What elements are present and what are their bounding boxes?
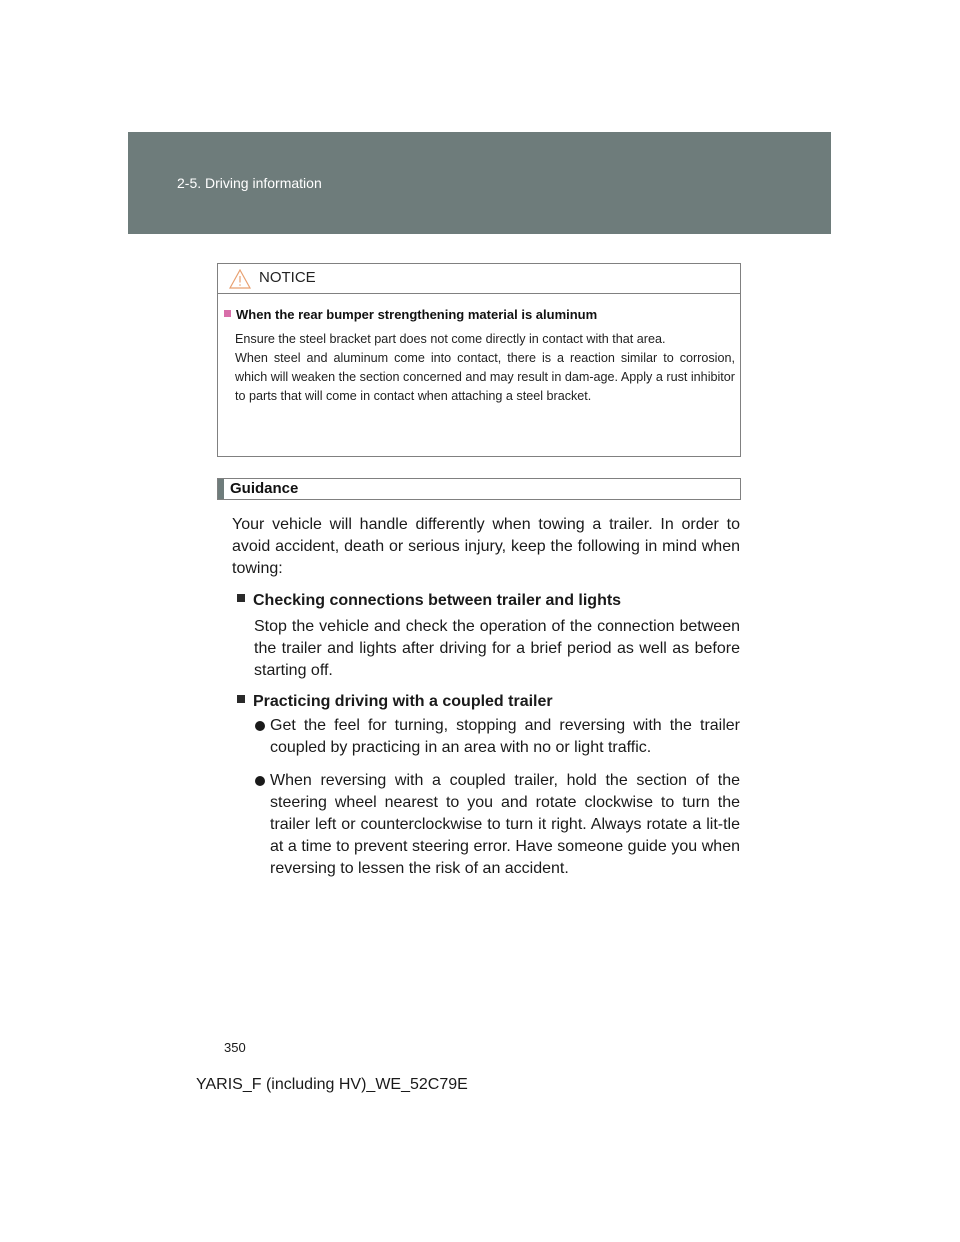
notice-heading-text: When the rear bumper strengthening material is aluminum [236, 307, 598, 322]
item-heading-text: Practicing driving with a coupled trailer [253, 693, 553, 710]
notice-paragraph-2: When steel and aluminum come into contact, there is a reaction similar to corrosion, which will weaken the section concerned and may result in dam-age. Apply a rust inhibitor to parts that will come in contact when attaching a steel bracket. [235, 351, 735, 403]
black-square-icon [237, 594, 245, 602]
notice-box [217, 263, 741, 457]
guidance-title: Guidance [230, 480, 299, 497]
bullet-item [254, 715, 740, 759]
notice-title: NOTICE [259, 269, 316, 286]
black-square-icon [237, 695, 245, 703]
section-label: 2-5. Driving information [177, 175, 322, 191]
bullet-dot-icon [255, 776, 265, 786]
warning-icon [229, 269, 251, 289]
guidance-heading-bar [217, 478, 741, 500]
notice-heading [223, 307, 735, 322]
bullet-text: When reversing with a coupled trailer, hold the section of the steering wheel nearest to you and rotate clockwise to turn the trailer left or counterclockwise to turn it right. Always rotate a lit-tle at a time to prevent steering error. Have someone guide you when reversing to lessen the risk of an accident. [270, 772, 740, 877]
bullet-item [254, 770, 740, 880]
notice-paragraph-1: Ensure the steel bracket part does not come directly in contact with that area. [235, 332, 666, 346]
notice-body [218, 294, 740, 406]
item-text-connections: Stop the vehicle and check the operation of the connection between the trailer and lights after driving for a brief period as well as before starting off. [254, 618, 740, 679]
document-code: YARIS_F (including HV)_WE_52C79E [196, 1076, 468, 1093]
notice-header [218, 264, 740, 294]
notice-text [235, 330, 735, 406]
section-header [128, 132, 831, 234]
item-heading-text: Checking connections between trailer and lights [253, 592, 622, 609]
guidance-intro: Your vehicle will handle differently when towing a trailer. In order to avoid accident, death or serious injury, keep the following in mind when towing: [232, 516, 740, 577]
item-heading-connections [237, 590, 621, 612]
bullet-text: Get the feel for turning, stopping and reversing with the trailer coupled by practicing in an area with no or light traffic. [270, 717, 740, 756]
item-heading-practicing [237, 691, 553, 713]
guidance-marker [218, 479, 224, 499]
page-number: 350 [224, 1040, 246, 1055]
pink-square-icon [224, 310, 231, 317]
bullet-dot-icon [255, 721, 265, 731]
